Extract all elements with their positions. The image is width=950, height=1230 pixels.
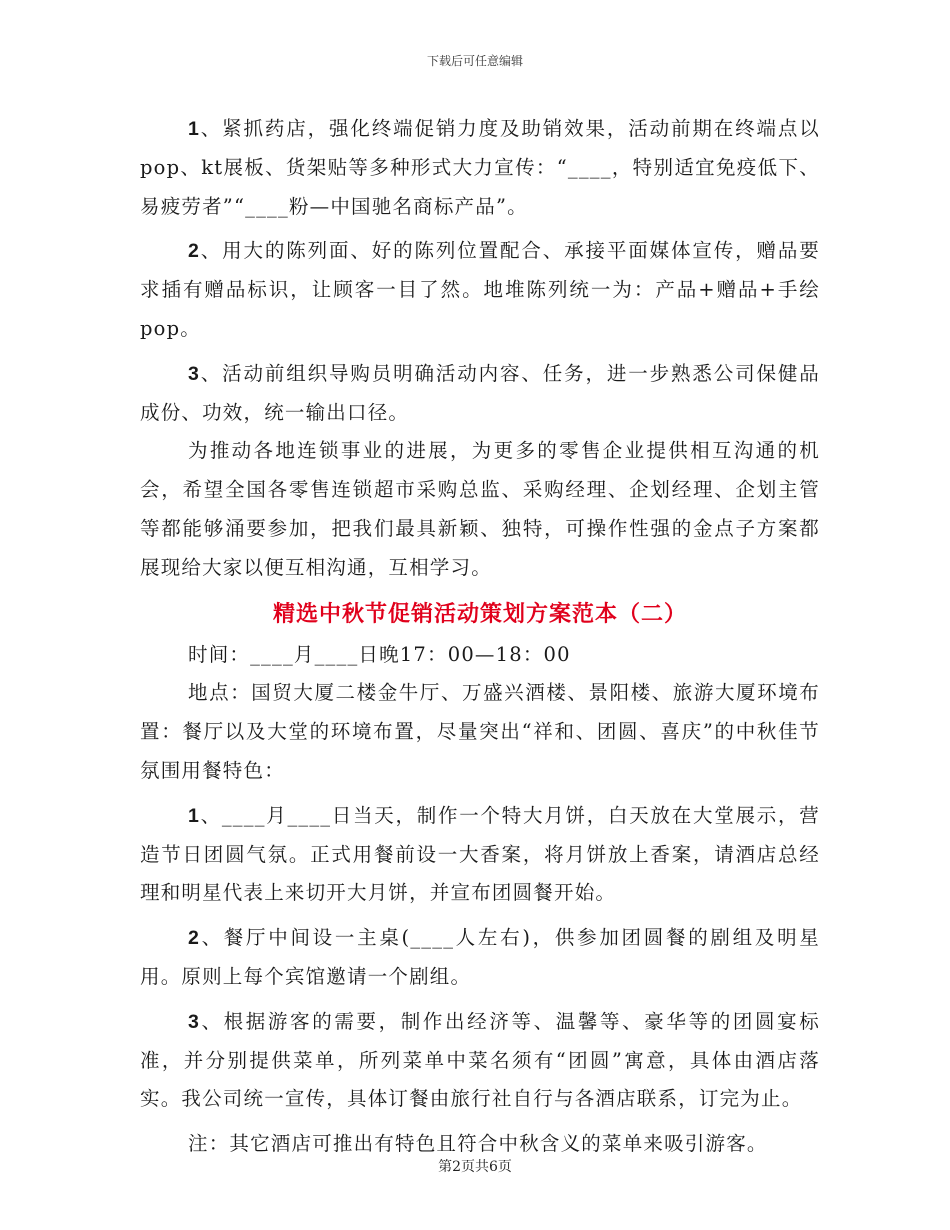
paragraph-text: 、根据游客的需要，制作出经济等、温馨等、豪华等的团圆宴标准，并分别提供菜单，所列菜单中菜名须有“团圆”寓意，具体由酒店落实。我公司统一宣传，具体订餐由旅行社自行与各酒店联系，订完为止。 (140, 1009, 820, 1111)
page-footer: 第2页共6页 (438, 1159, 512, 1175)
paragraph-item-1 (140, 110, 820, 226)
paragraph-text: 时间：____月____日晚17：00—18：00 (188, 642, 571, 666)
document-body (140, 110, 820, 1164)
item-number: 2 (188, 240, 201, 263)
page-header: 下载后可任意编辑 (426, 54, 523, 68)
paragraph-item-2b (140, 919, 820, 997)
item-number: 1 (188, 804, 201, 827)
paragraph-text: 、用大的陈列面、好的陈列位置配合、承接平面媒体宣传，赠品要求插有赠品标识，让顾客一目了然。地堆陈列统一为：产品+赠品+手绘pop。 (140, 239, 820, 340)
paragraph-text: 注：其它酒店可推出有特色且符合中秋含义的菜单来吸引游客。 (188, 1132, 768, 1156)
paragraph-text: 、紧抓药店，强化终端促销力度及助销效果，活动前期在终端点以pop、kt展板、货架贴等多种形式大力宣传：“____，特别适宜免疫低下、易疲劳者”“____粉—中国驰名商标产品”。 (140, 117, 820, 218)
paragraph-text: 地点：国贸大厦二楼金牛厅、万盛兴酒楼、景阳楼、旅游大厦环境布置：餐厅以及大堂的环境布置，尽量突出“祥和、团圆、喜庆”的中秋佳节氛围用餐特色： (140, 681, 820, 782)
paragraph-item-1b (140, 797, 820, 913)
paragraph-text: 、餐厅中间设一主桌(____人左右)，供参加团圆餐的剧组及明星用。原则上每个宾馆邀请一个剧组。 (140, 926, 820, 988)
paragraph-location (140, 674, 820, 790)
paragraph-text: 、活动前组织导购员明确活动内容、任务，进一步熟悉公司保健品成份、功效，统一输出口径。 (140, 361, 820, 424)
paragraph-item-3b (140, 1003, 820, 1119)
item-number: 1 (188, 118, 201, 140)
section-title: 精选中秋节促销活动策划方案范本（二） (272, 600, 687, 627)
item-number: 2 (188, 927, 201, 950)
paragraph-item-2 (140, 232, 820, 348)
paragraph-intro (140, 432, 820, 587)
paragraph-text: 、____月____日当天，制作一个特大月饼，白天放在大堂展示，营造节日团圆气氛。正式用餐前设一大香案，将月饼放上香案，请酒店总经理和明星代表上来切开大月饼，并宣布团圆餐开始。 (140, 803, 820, 905)
paragraph-time (140, 636, 820, 675)
item-number: 3 (188, 1010, 201, 1033)
item-number: 3 (188, 362, 201, 385)
paragraph-text: 为推动各地连锁事业的进展，为更多的零售企业提供相互沟通的机会，希望全国各零售连锁超市采购总监、采购经理、企划经理、企划主管等都能够涌要参加，把我们最具新颖、独特，可操作性强的金点子方案都展现给大家以便互相沟通，互相学习。 (140, 439, 820, 579)
paragraph-item-3 (140, 355, 820, 433)
